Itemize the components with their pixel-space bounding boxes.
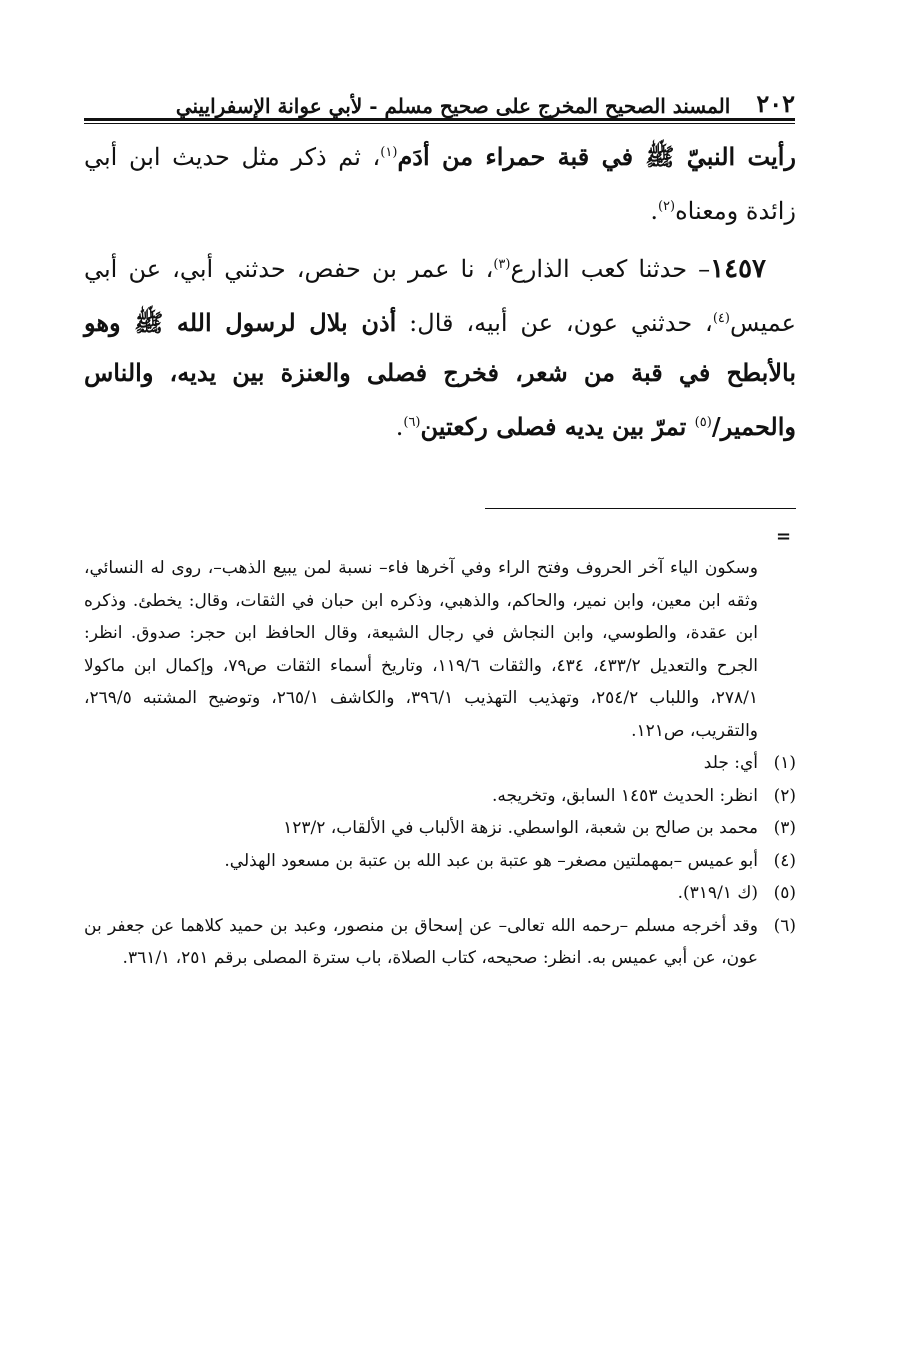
footnote-ref-1: (١): [380, 145, 398, 160]
footnote-text: أي: جلد: [703, 753, 758, 773]
main-paragraph-1: [84, 128, 796, 236]
main-text: [84, 128, 796, 452]
footnote-6: [84, 910, 796, 975]
hadith-quote: أذن بلال لرسول الله ﷺ وهو بالأبطح في قبة من شعر، فخرج فصلى والعنزة بين يديه، والناس والحمير: [84, 308, 796, 441]
hadith-quote: رأيت النبيّ ﷺ في قبة حمراء من أدَم: [397, 142, 797, 171]
footnote-ref-4: (٤): [712, 311, 730, 326]
footnote-number: (١): [773, 753, 796, 773]
footnote-1: [84, 747, 796, 780]
text-segment: ، حدثني عون، عن أبيه، قال:: [396, 309, 713, 337]
text-segment: ، نا عمر بن حفص، حدثني أبي، عن أبي عميس: [84, 255, 796, 337]
text-segment: .: [650, 197, 658, 225]
footnote-text: محمد بن صالح بن شعبة، الواسطي. نزهة الألباب في الألقاب، ١٢٣/٢: [283, 818, 758, 838]
footnote-number: (٥): [773, 883, 796, 903]
text-segment: .: [395, 413, 404, 441]
footnote-ref-2: (٢): [657, 199, 676, 214]
footnote-number: (٢): [773, 785, 796, 806]
footnote-number: (٦): [773, 915, 796, 936]
footnotes: [84, 552, 796, 975]
header-rule-thin: [84, 123, 795, 124]
footnote-number: (٤): [773, 850, 796, 871]
footnote-ref-6: (٦): [403, 415, 421, 430]
footnote-4: [84, 845, 796, 878]
footnote-text: (ك ٣١٩/١).: [677, 883, 758, 903]
footnote-continuation: وسكون الياء آخر الحروف وفتح الراء وفي آخرها فاء– نسبة لمن يبيع الذهب–، روى له النسائي، وثقه ابن معين، وابن نمير، والحاكم، والذهبي، وذكره ابن حبان في الثقات، وقال: يخطئ. وذكره ابن عقدة، والطوسي، وابن النجاش في رجال الشيعة، وقال الحافظ ابن حجر: صدوق. انظر: الجرح والتعديل ٤٣٣/٢، ٤٣٤، والثقات ١١٩/٦، وتاريخ أسماء الثقات ص٧٩، وإكمال ابن ماكولا ٢٧٨/١، واللباب ٢٥٤/٢، وتهذيب التهذيب ٣٩٦/١، والكاشف ٢٦٥/١، وتوضيح المشتبه ٢٦٩/٥، والتقريب، ص١٢١.: [84, 558, 759, 741]
text-segment: – حدثنا كعب الذارع: [510, 255, 711, 283]
header-rule-thick: [84, 118, 795, 121]
footnote-separator: [485, 508, 796, 509]
footnote-text: أبو عميس –بمهملتين مصغر– هو عتبة بن عبد الله بن عتبة بن مسعود الهذلي.: [224, 850, 758, 871]
manuscript-page-mark: /: [711, 412, 721, 441]
footnote-text: انظر: الحديث ١٤٥٣ السابق، وتخريجه.: [491, 785, 758, 806]
page-number: ٢٠٢: [756, 89, 795, 118]
footnote-ref-5: (٥): [694, 415, 712, 430]
footnote-2: [84, 780, 796, 813]
hadith-quote: تمرّ بين يديه فصلى ركعتين: [420, 412, 695, 441]
page-header: [155, 82, 795, 116]
main-paragraph-2: [84, 240, 796, 452]
footnote-3: [84, 812, 796, 845]
hadith-number: ١٤٥٧: [710, 254, 766, 284]
footnote-ref-3: (٣): [493, 257, 511, 272]
footnote-5: [84, 877, 796, 910]
footnote-text: وقد أخرجه مسلم –رحمه الله تعالى– عن إسحاق بن منصور، وعبد بن حميد كلاهما عن جعفر بن عون، عن أبي عميس به. انظر: صحيحه، كتاب الصلاة، باب سترة المصلى برقم ٢٥١، ٣٦١/١.: [84, 915, 758, 968]
text-segment: ، ثم ذكر مثل حديث ابن أبي زائدة ومعناه: [84, 143, 796, 225]
running-title: المسند الصحيح المخرج على صحيح مسلم - لأبي عوانة الإسفراييني: [175, 94, 731, 118]
footnote-number: (٣): [773, 818, 796, 838]
footnote-continuation-mark: =: [776, 526, 792, 547]
